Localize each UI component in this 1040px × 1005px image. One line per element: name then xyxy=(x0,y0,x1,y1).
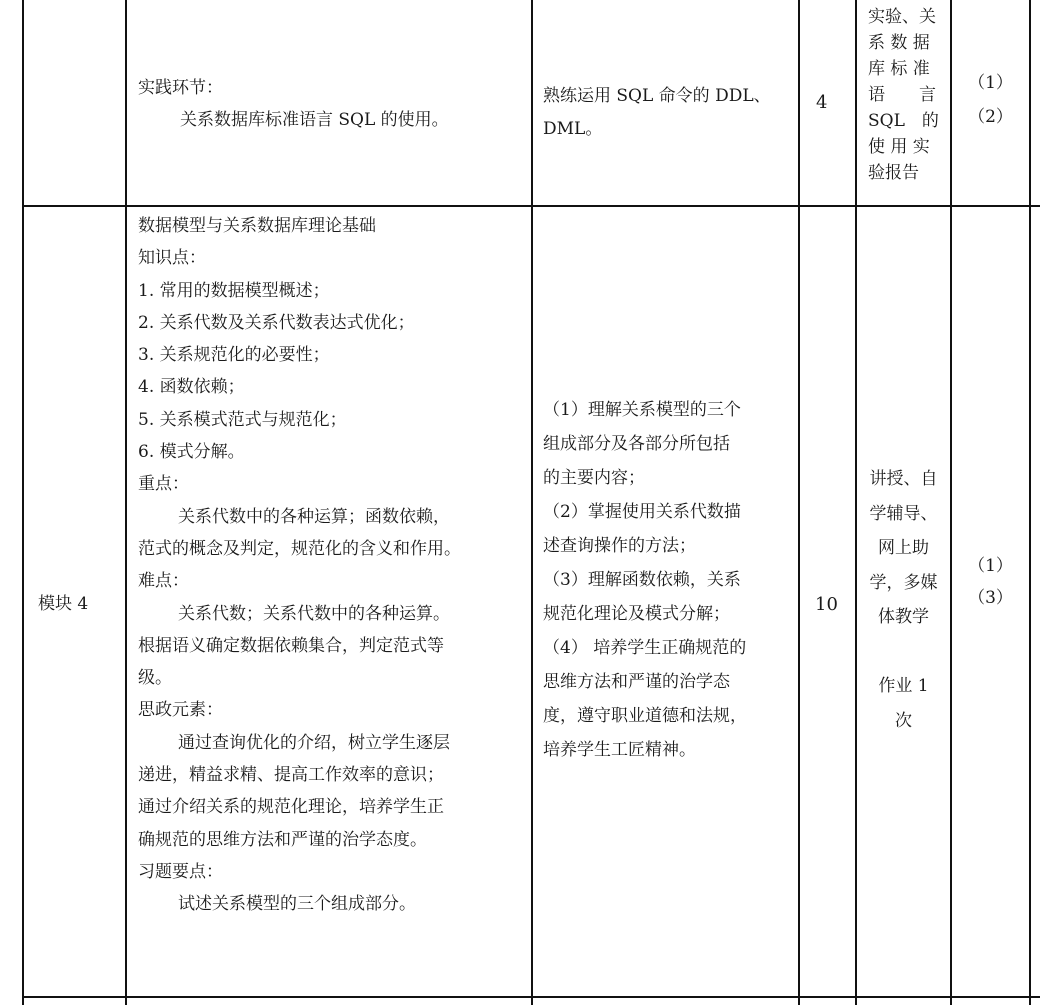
module4-hours: 10 xyxy=(815,594,838,615)
module4-method: 讲授、自 学辅导、 网上助 学，多媒 体教学 作业 1 次 xyxy=(869,469,938,731)
column-divider-content xyxy=(125,0,127,1005)
column-divider-objectives xyxy=(950,0,952,1005)
row-divider-bottom xyxy=(22,996,1040,998)
practice-hours: 4 xyxy=(816,92,828,113)
practice-goals: 熟练运用 SQL 命令的 DDL、 DML。 xyxy=(543,86,771,139)
practice-label: 实践环节： xyxy=(138,78,223,98)
column-divider-goals xyxy=(531,0,533,1005)
column-divider-hours xyxy=(798,0,800,1005)
module4-goals: （1）理解关系模型的三个 组成部分及各部分所包括 的主要内容； （2）掌握使用关系代数描 述查询操作的方法； （3）理解函数依赖，关系 规范化理论及模式分解； （4） 培养学生正确规范的 思维方法和严谨的治学态 度，遵守职业道德和法规， 培养学生工匠精神。 xyxy=(543,400,747,760)
table-border-left xyxy=(22,0,24,1005)
module4-objectives: （1） （3） xyxy=(968,556,1013,608)
module-label: 模块 4 xyxy=(38,594,89,614)
table-border-right xyxy=(1029,0,1031,1005)
practice-method: 实验、关 系 数 据 库 标 准 语 言 SQL 的 使 用 实 验报告 xyxy=(868,7,939,183)
practice-text: 关系数据库标准语言 SQL 的使用。 xyxy=(180,110,449,130)
module4-content: 数据模型与关系数据库理论基础 知识点： 1. 常用的数据模型概述； 2. 关系代数及关系代数表达式优化； 3. 关系规范化的必要性； 4. 函数依赖； 5. 关系模式范式与规范化； 6. 模式分解。 重点： 关系代数中的各种运算；函数依赖， 范式的概念及判定，规范化的含义和作用。 难点： 关系代数；关系代数中的各种运算。 根据语义确定数据依赖集合，判定范式等 级。 思政元素： 通过查询优化的介绍，树立学生逐层 递进，精益求精、提高工作效率的意识； 通过介绍关系的规范化理论，培养学生正 确规范的思维方法和严谨的治学态度。 习题要点： 试述关系模型的三个组成部分。 xyxy=(138,216,461,915)
practice-objectives: （1） （2） xyxy=(968,73,1013,127)
row-divider xyxy=(22,205,1040,207)
